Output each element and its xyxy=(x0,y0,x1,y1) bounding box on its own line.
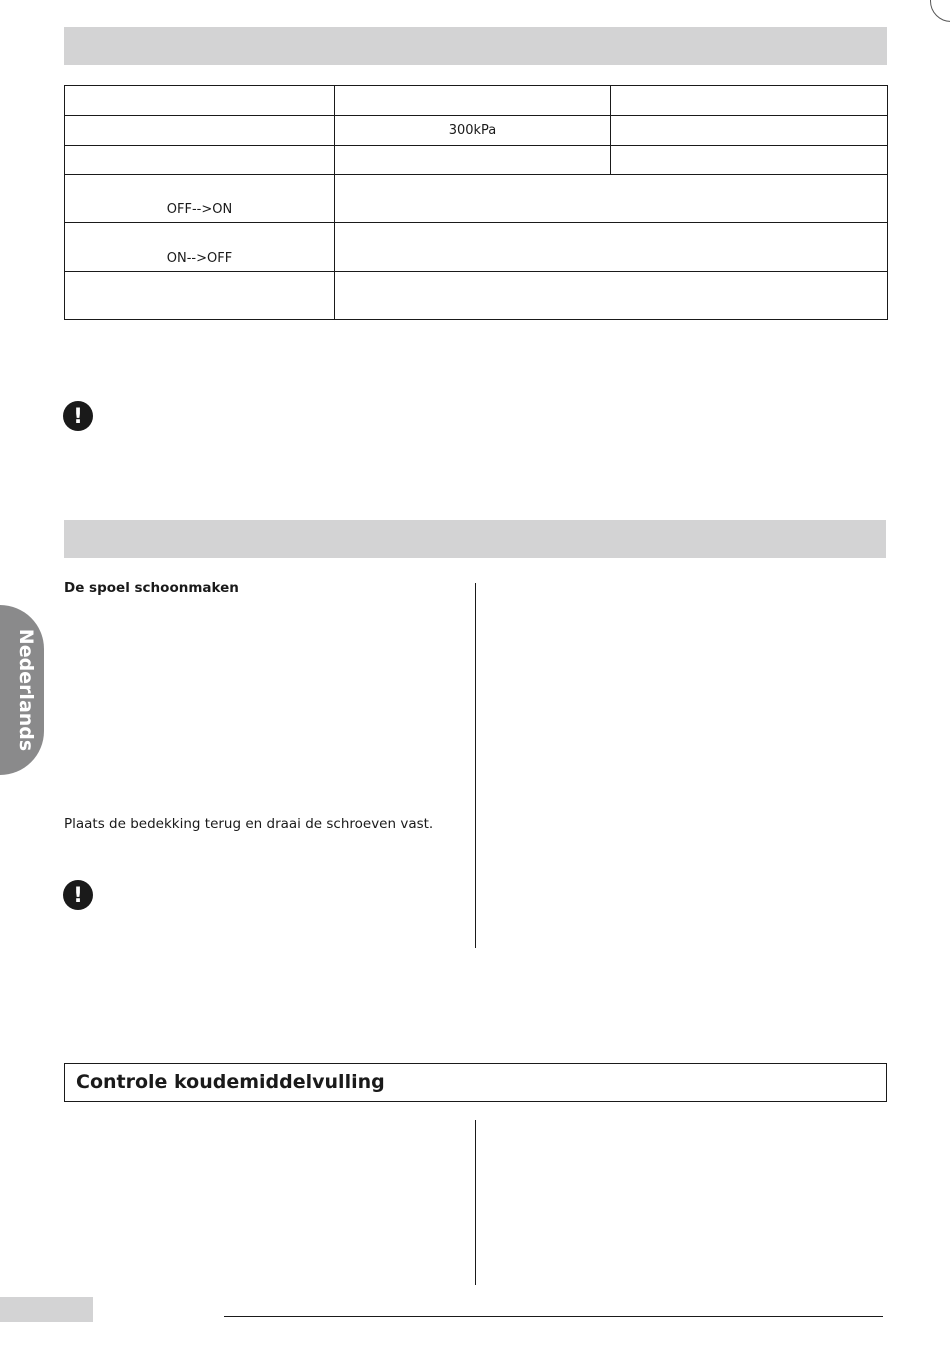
switch-on-to-off-label: ON-->OFF xyxy=(166,251,233,266)
column-divider xyxy=(475,583,476,948)
table-cell xyxy=(65,272,335,320)
table-cell xyxy=(611,86,888,116)
table-cell xyxy=(335,223,888,272)
spec-table xyxy=(64,85,888,320)
table-cell xyxy=(611,146,888,175)
footer-rule xyxy=(224,1316,883,1317)
section-header-bar-top xyxy=(64,27,887,65)
table-cell xyxy=(65,146,335,175)
table-cell xyxy=(65,86,335,116)
table-cell xyxy=(335,86,611,116)
table-row xyxy=(65,116,888,146)
column-divider xyxy=(475,1120,476,1285)
section-header-bar-maintenance xyxy=(64,520,886,558)
switch-off-to-on-label: OFF-->ON xyxy=(166,202,233,217)
table-cell xyxy=(65,116,335,146)
table-cell xyxy=(335,272,888,320)
table-cell-switch-off xyxy=(65,223,335,272)
warning-icon-glyph: ! xyxy=(73,404,83,428)
table-row xyxy=(65,86,888,116)
table-row xyxy=(65,272,888,320)
warning-icon xyxy=(63,880,93,910)
table-cell xyxy=(335,175,888,223)
warning-icon-glyph: ! xyxy=(73,883,83,907)
table-row xyxy=(65,146,888,175)
warning-icon xyxy=(63,401,93,431)
table-cell xyxy=(335,146,611,175)
refrigerant-section-header xyxy=(64,1063,887,1102)
table-row xyxy=(65,175,888,223)
table-row xyxy=(65,223,888,272)
coil-cleaning-subheading: De spoel schoonmaken xyxy=(64,580,239,596)
footer-page-block xyxy=(0,1297,93,1322)
language-side-tab-label: Nederlands xyxy=(15,628,37,752)
pressure-value: 300kPa xyxy=(448,123,497,138)
corner-arc-decoration xyxy=(930,0,950,22)
table-cell xyxy=(611,116,888,146)
refrigerant-section-title: Controle koudemiddelvulling xyxy=(76,1071,385,1093)
coil-cleaning-instruction: Plaats de bedekking terug en draai de schroeven vast. xyxy=(64,816,434,832)
table-cell-pressure xyxy=(335,116,611,146)
table-cell-switch-on xyxy=(65,175,335,223)
